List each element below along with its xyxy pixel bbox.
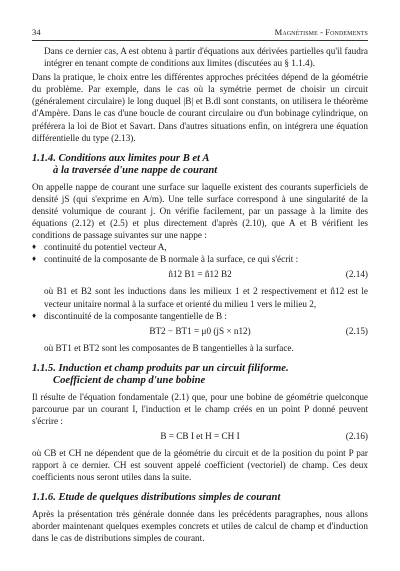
equation-expression: B = CB I et H = CH I [160,431,240,442]
paragraph-potential-note: Dans ce dernier cas, A est obtenu à partir d'équations aux dérivées partielles qu'il faudra intégrer en tenant compte de conditions aux limites (discutées au § 1.1.4). [44,46,368,69]
list-item [32,310,368,322]
section-heading-1-1-5-line2: Coefficient de champ d'une bobine [53,375,206,387]
list-item-text: continuité du potentiel vecteur A, [44,242,167,253]
page-body [32,45,368,544]
equation-expression: n̂12 B1 = n̂12 B2 [168,269,232,280]
list-item-text: discontinuité de la composante tangentielle de B : [44,310,227,321]
header-rule [32,40,368,41]
equation-2-14 [32,268,368,282]
section-heading-1-1-5 [32,363,368,388]
section-heading-1-1-6 [32,492,368,505]
section-heading-1-1-5-line1: 1.1.5. Induction et champ produits par un circuit filiforme. [32,362,289,374]
page-header [32,27,368,39]
page-number: 34 [32,27,41,37]
paragraph-eq-2-15-explanation: où BT1 et BT2 sont les composantes de B tangentielles à la surface. [44,342,294,353]
boundary-conditions-list [32,241,368,265]
paragraph-eq-2-14-explanation: où B1 et B2 sont les inductions dans les milieux 1 et 2 respectivement et n̂12 est le vecteur unitaire normal à la surface et orienté du milieu 1 vers le milieu 2, [44,286,368,309]
boundary-conditions-list-continued [32,310,368,322]
paragraph-current-sheet-intro: On appelle nappe de courant une surface sur laquelle existent des courants superficiels de densité jS (qui s'exprime en A/m). Une telle surface correspond à une singularité de la densité volumique de courant j. On vérifie facilement, par un passage à la limite des équations (2.12) et (2.5) et plus directement d'après (2.10), que A et B vérifient les conditions de passage suivantes sur une nappe : [32,181,368,241]
diamond-bullet-icon: ♦ [32,254,37,264]
equation-2-16 [32,430,368,444]
list-item-text: continuité de la composante de B normale à la surface, ce qui s'écrit : [44,254,299,265]
paragraph-coil-intro: Il résulte de l'équation fondamentale (2.1) que, pour une bobine de géométrie quelconque parcourue par un courant I, l'induction et le champ créés en un point P donné peuvent s'écrire : [32,391,368,426]
paragraph-simple-distributions: Après la présentation très générale donnée dans les précédents paragraphes, nous allons aborder maintenant quelques exemples concrets et utiles de calcul de champ et d'induction dans le cas de distributions simples de courant. [32,508,368,544]
paragraph-approach-choice: Dans la pratique, le choix entre les différentes approches précitées dépend de la géométrie du problème. Par exemple, dans le cas où la symétrie permet de choisir un circuit (généralement circulaire) le long duquel |B| et B.dl sont constants, on utilisera le théorème d'Ampère. Dans le cas d'une boucle de courant circulaire ou d'un bobinage cylindrique, on préférera la loi de Biot et Savart. Dans d'autres situations enfin, on intégrera une équation différentielle du type (2.13). [32,72,368,143]
list-item [32,241,368,253]
section-heading-1-1-4-line1: 1.1.4. Conditions aux limites pour B et A [32,152,210,164]
equation-number: (2.15) [345,325,368,336]
running-title: Magnétisme - Fondements [274,27,368,37]
section-heading-1-1-4-line2: à la traversée d'une nappe de courant [53,165,218,177]
equation-expression: BT2 − BT1 = μ0 (jS × n12) [149,325,251,336]
section-heading-1-1-4 [32,153,368,178]
list-item [32,253,368,265]
diamond-bullet-icon: ♦ [32,242,37,252]
section-heading-1-1-6-title: 1.1.6. Etude de quelques distributions simples de courant [32,492,281,504]
diamond-bullet-icon: ♦ [32,310,37,320]
equation-2-15 [32,325,368,339]
equation-number: (2.14) [345,269,368,280]
equation-number: (2.16) [345,431,368,442]
paragraph-field-coefficient: où CB et CH ne dépendent que de la géométrie du circuit et de la position du point P par rapport à ce dernier. CH est souvent appelé coefficient (vectoriel) de champ. Ces deux coefficients nous seront utiles dans la suite. [32,448,368,483]
